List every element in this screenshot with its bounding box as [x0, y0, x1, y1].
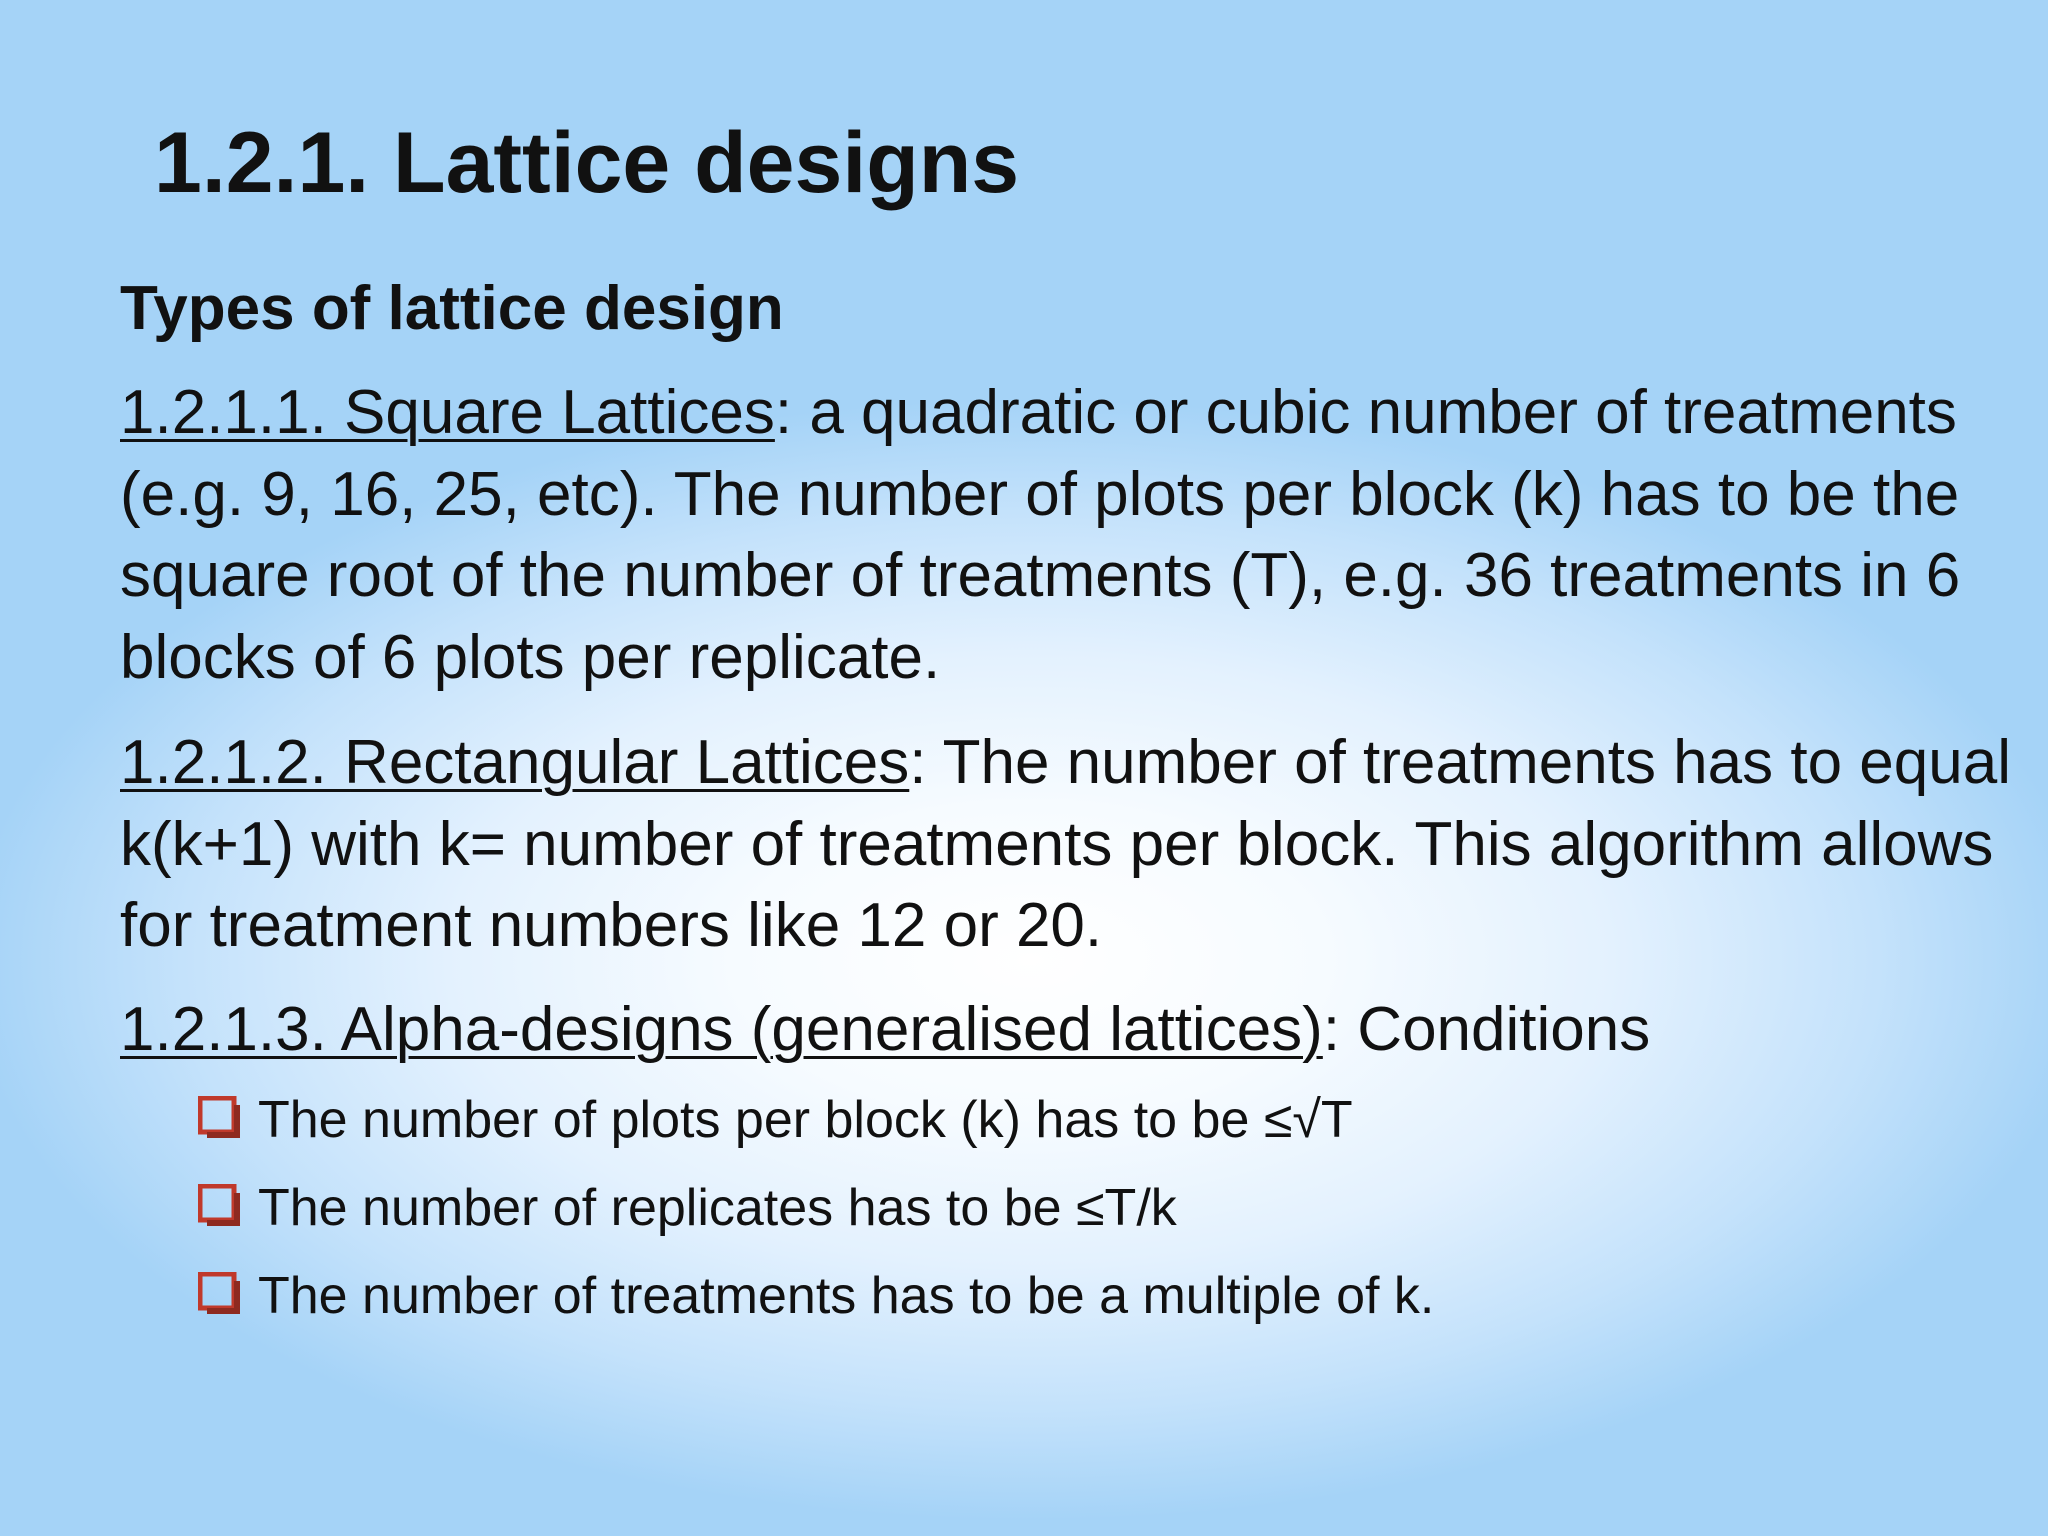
list-item: [198, 1262, 1434, 1350]
subheading: Types of lattice design: [120, 274, 784, 343]
bullet-text: The number of plots per block (k) has to be ≤√T: [258, 1091, 1353, 1149]
slide-title: 1.2.1. Lattice designs: [154, 115, 1020, 211]
section-text: Conditions: [1340, 995, 1651, 1064]
section-alpha-designs: [120, 989, 2040, 1071]
bullet-text: The number of replicates has to be ≤T/k: [258, 1179, 1177, 1237]
bullet-text: The number of treatments has to be a multiple of k.: [258, 1267, 1435, 1325]
section-heading: 1.2.1.2. Rectangular Lattices: [120, 728, 910, 797]
checkbox-icon: [198, 1096, 242, 1140]
section-text: The number of treatments has to equal k(k+1) with k= number of treatments per block. This algorithm allows for treatment numbers like 12 or 20.: [120, 728, 2011, 960]
section-square-lattices: [120, 372, 2040, 698]
section-heading: 1.2.1.1. Square Lattices: [120, 378, 775, 447]
section-rectangular-lattices: [120, 722, 2040, 967]
section-text: a quadratic or cubic number of treatments (e.g. 9, 16, 25, etc). The number of plots per block (k) has to be the square root of the number of treatments (T), e.g. 36 treatments in 6 blocks of 6 plots per replicate.: [120, 378, 1961, 692]
checkbox-icon: [198, 1272, 242, 1316]
conditions-list: [198, 1086, 1434, 1350]
checkbox-icon: [198, 1184, 242, 1228]
section-heading: 1.2.1.3. Alpha-designs (generalised lattices): [120, 995, 1323, 1064]
section-separator: :: [1322, 995, 1341, 1064]
list-item: [198, 1174, 1434, 1262]
section-separator: :: [909, 728, 927, 797]
section-separator: :: [774, 378, 793, 447]
list-item: [198, 1086, 1434, 1174]
